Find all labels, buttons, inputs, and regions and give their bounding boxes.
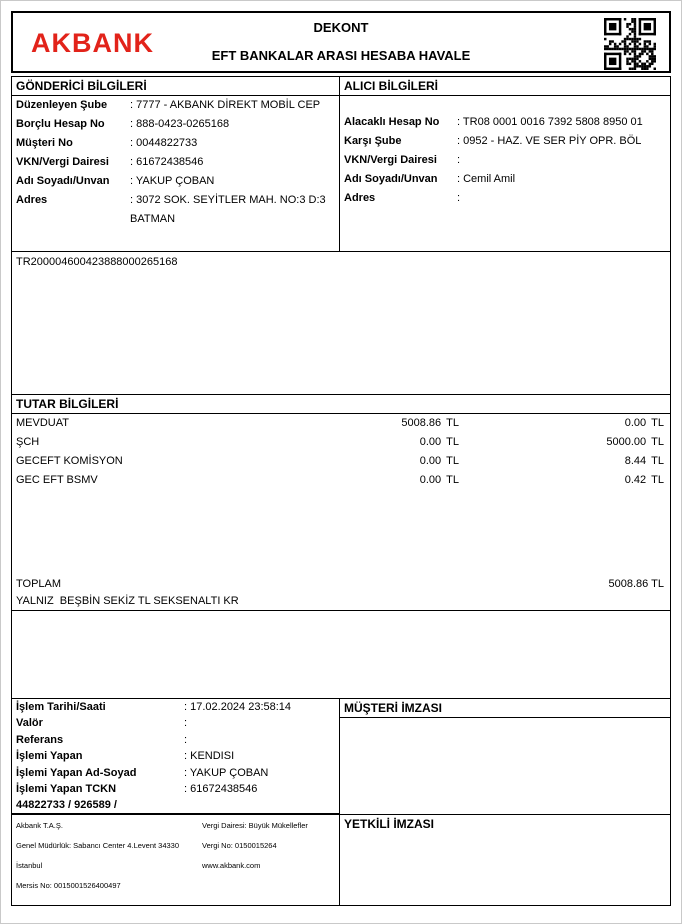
footer-tax-no: Vergi No: 0150015264 (202, 841, 277, 851)
sender-row (12, 96, 339, 115)
amounts-section (11, 394, 671, 611)
field-label: Valör (16, 717, 43, 730)
qr-code-icon (604, 18, 656, 70)
recipient-row (340, 151, 670, 170)
recipient-section (340, 77, 670, 251)
footer-mersis: Mersis No: 0015001526400497 (16, 881, 121, 891)
currency-unit: TL (651, 436, 664, 448)
field-label: İşlemi Yapan (16, 750, 83, 763)
sender-row (12, 115, 339, 134)
footer-address: Genel Müdürlük: Sabancı Center 4.Levent 34330 (16, 841, 180, 851)
field-label: Müşteri No (16, 137, 73, 149)
sender-row (12, 134, 339, 153)
recipient-row (340, 113, 670, 132)
field-value: : 3072 SOK. SEYİTLER MAH. NO:3 D:3 BATMAN (130, 194, 329, 225)
field-label: Borçlu Hesap No (16, 118, 105, 130)
amount-label: ŞCH (16, 436, 40, 448)
blank-section (11, 610, 671, 699)
field-value: : 888-0423-0265168 (130, 118, 230, 130)
recipient-section-title: ALICI BİLGİLERİ (340, 77, 670, 96)
footer-company: Akbank T.A.Ş. (16, 821, 63, 831)
field-value: : (457, 154, 461, 166)
authorized-signature-box (340, 815, 670, 905)
field-value: : TR08 0001 0016 7392 5808 8950 01 (457, 116, 643, 128)
footer-tax-office: Vergi Dairesi: Büyük Mükellefler (202, 821, 308, 831)
parties-section (11, 76, 671, 252)
debit-amount: 0.00 (419, 436, 442, 448)
document-subtitle: EFT BANKALAR ARASI HESABA HAVALE (211, 48, 471, 63)
field-value: : KENDISI (184, 750, 235, 763)
field-label: Adı Soyadı/Unvan (16, 175, 110, 187)
credit-amount: 0.00 (624, 417, 647, 429)
credit-amount: 5000.00 (606, 436, 647, 448)
amount-row (12, 471, 670, 490)
credit-amount: 8.44 (624, 455, 647, 467)
currency-unit: TL (446, 455, 459, 467)
blank-area (12, 490, 670, 576)
customer-signature-box (340, 699, 670, 815)
currency-unit: TL (446, 474, 459, 486)
field-value: : YAKUP ÇOBAN (130, 175, 215, 187)
transaction-row (12, 765, 339, 781)
currency-unit: TL (651, 455, 664, 467)
sender-row (12, 191, 339, 229)
field-value: : 0952 - HAZ. VE SER PİY OPR. BÖL (457, 135, 642, 147)
debit-amount: 0.00 (419, 474, 442, 486)
transaction-rows (12, 699, 339, 797)
debit-amount: 0.00 (419, 455, 442, 467)
signatures-section (340, 699, 670, 905)
currency-unit: TL (446, 417, 459, 429)
transaction-row (12, 748, 339, 764)
footer-website: www.akbank.com (202, 861, 261, 871)
currency-unit: TL (446, 436, 459, 448)
recipient-row (340, 189, 670, 208)
amounts-section-title: TUTAR BİLGİLERİ (12, 395, 670, 414)
recipient-row (340, 132, 670, 151)
transaction-row (12, 715, 339, 731)
field-value: : 7777 - AKBANK DİREKT MOBİL CEP (130, 99, 321, 111)
amount-in-words: YALNIZ BEŞBİN SEKİZ TL SEKSENALTI KR (16, 595, 239, 607)
total-label: TOPLAM (16, 578, 62, 590)
field-label: Alacaklı Hesap No (344, 116, 440, 128)
debit-amount: 5008.86 (401, 417, 442, 429)
field-label: İşlemi Yapan Ad-Soyad (16, 766, 137, 779)
footer-city: İstanbul (16, 861, 43, 871)
customer-signature-title: MÜŞTERİ İMZASI (340, 699, 670, 718)
sender-row (12, 153, 339, 172)
field-label: Adı Soyadı/Unvan (344, 173, 438, 185)
transaction-row (12, 699, 339, 715)
sender-section (12, 77, 340, 251)
total-row (12, 576, 670, 593)
recipient-row (340, 170, 670, 189)
field-label: Karşı Şube (344, 135, 402, 147)
sender-row (12, 172, 339, 191)
field-value: : 61672438546 (184, 783, 258, 796)
amount-label: GEC EFT BSMV (16, 474, 98, 486)
field-value: : (457, 192, 461, 204)
field-label: Adres (16, 194, 48, 206)
field-value: : 61672438546 (130, 156, 204, 168)
total-amount: 5008.86 TL (608, 578, 664, 590)
transaction-row (12, 732, 339, 748)
blank-row (340, 96, 670, 113)
amount-row (12, 433, 670, 452)
amount-row (12, 414, 670, 433)
field-label: İşlemi Yapan TCKN (16, 783, 117, 796)
akbank-logo: AKBANK (31, 28, 154, 58)
field-label: Düzenleyen Şube (16, 99, 108, 111)
sender-section-title: GÖNDERİCİ BİLGİLERİ (12, 77, 339, 96)
header-titles (13, 20, 669, 63)
field-label: VKN/Vergi Dairesi (16, 156, 109, 168)
amount-label: MEVDUAT (16, 417, 69, 429)
currency-unit: TL (651, 417, 664, 429)
field-label: Referans (16, 733, 64, 746)
receipt-header (11, 11, 671, 73)
field-value: : (184, 733, 188, 746)
field-label: İşlem Tarihi/Saati (16, 701, 106, 713)
field-value: : YAKUP ÇOBAN (184, 766, 269, 779)
branch-reference-line: 44822733 / 926589 / (12, 797, 339, 815)
currency-unit: TL (651, 474, 664, 486)
amount-row (12, 452, 670, 471)
field-value: : 17.02.2024 23:58:14 (184, 701, 292, 713)
field-value: : Cemil Amil (457, 173, 516, 185)
document-title: DEKONT (313, 20, 369, 35)
transaction-row (12, 781, 339, 797)
field-value: : 0044822733 (130, 137, 198, 149)
field-label: VKN/Vergi Dairesi (344, 154, 437, 166)
reference-number: TR200004600423888000265168 (16, 256, 178, 268)
authorized-signature-title: YETKİLİ İMZASI (344, 817, 434, 831)
credit-amount: 0.42 (624, 474, 647, 486)
field-label: Adres (344, 192, 376, 204)
reference-section (11, 251, 671, 395)
field-value: : (184, 717, 188, 730)
bank-footer (12, 815, 339, 905)
amount-label: GECEFT KOMİSYON (16, 455, 123, 467)
transaction-section (12, 699, 340, 905)
bottom-section (11, 698, 671, 906)
